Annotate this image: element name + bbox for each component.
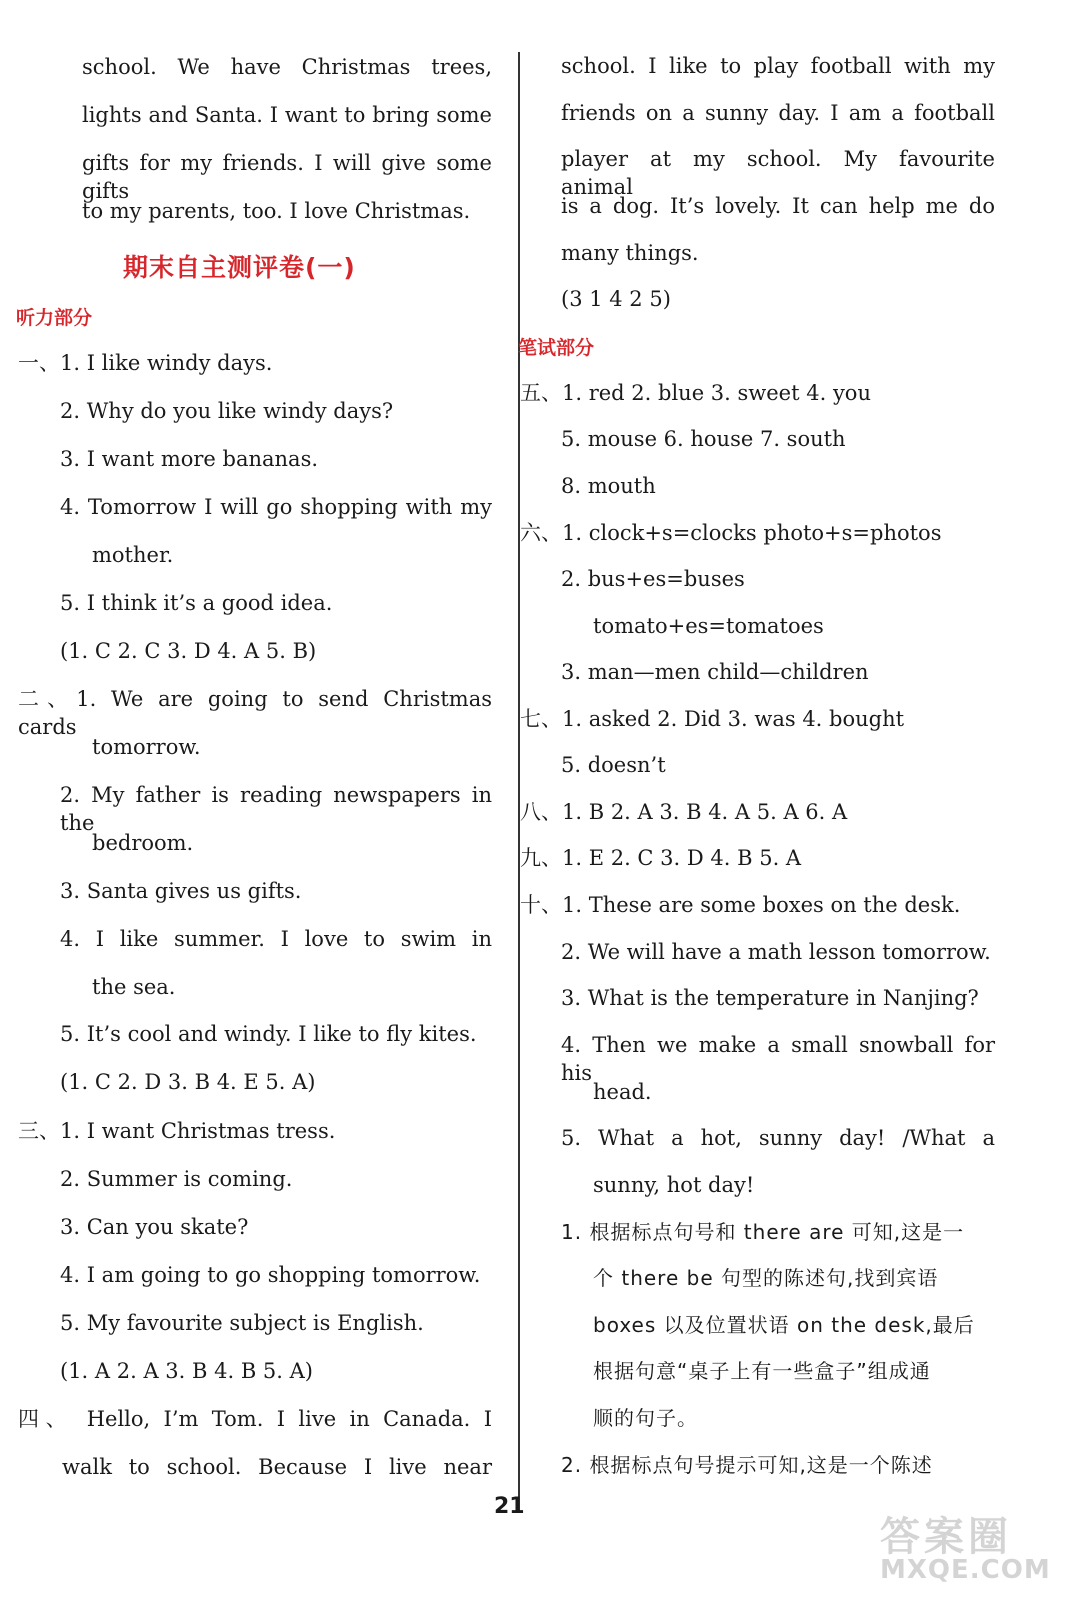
writing-section-header: 笔试部分 <box>518 337 595 359</box>
answer-line: 5. My favourite subject is English. <box>60 1311 424 1335</box>
answer-key: (3 1 4 2 5) <box>561 287 671 311</box>
answer-line: school. I like to play football with my <box>561 54 995 78</box>
answer-key: (1. C 2. D 3. B 4. E 5. A) <box>60 1070 316 1094</box>
answer-line: 5. doesn’t <box>561 753 666 777</box>
answer-line: tomorrow. <box>92 735 201 759</box>
listening-section-header: 听力部分 <box>16 307 93 329</box>
answer-line: 4. I like summer. I love to swim in <box>60 927 492 951</box>
watermark-url: MXQE.COM <box>880 1555 1051 1585</box>
answer-line: 八、1. B 2. A 3. B 4. A 5. A 6. A <box>520 800 848 824</box>
column-divider <box>518 52 520 1512</box>
explanation-line: 根据句意“桌子上有一些盒子”组成通 <box>593 1359 931 1383</box>
answer-line: 2. We will have a math lesson tomorrow. <box>561 940 991 964</box>
answer-line: 十、1. These are some boxes on the desk. <box>520 893 961 917</box>
intro-line-3: gifts for my friends. I will give some gifts <box>82 151 492 203</box>
answer-line: 四、 Hello, I’m Tom. I live in Canada. I <box>18 1407 492 1431</box>
explanation-line: 2. 根据标点句号提示可知,这是一个陈述 <box>561 1453 933 1477</box>
answer-line: 2. Why do you like windy days? <box>60 399 394 423</box>
answer-line: 3. Can you skate? <box>60 1215 249 1239</box>
explanation-line: 1. 根据标点句号和 there are 可知,这是一 <box>561 1220 965 1244</box>
answer-line: bedroom. <box>92 831 194 855</box>
answer-line: mother. <box>92 543 174 567</box>
answer-line: 5. It’s cool and windy. I like to fly kites. <box>60 1022 477 1046</box>
watermark-text: 答案圈 <box>880 1514 1012 1560</box>
answer-line: many things. <box>561 241 699 265</box>
intro-line-2: lights and Santa. I want to bring some <box>82 103 492 127</box>
answer-line: 5. mouse 6. house 7. south <box>561 427 846 451</box>
answer-key: (1. A 2. A 3. B 4. B 5. A) <box>60 1359 314 1383</box>
explanation-line: 个 there be 句型的陈述句,找到宾语 <box>593 1266 939 1290</box>
answer-line: 3. man—men child—children <box>561 660 869 684</box>
answer-line: 3. What is the temperature in Nanjing? <box>561 986 979 1010</box>
answer-line: 4. Then we make a small snowball for his <box>561 1033 995 1085</box>
answer-line: 三、1. I want Christmas tress. <box>18 1119 336 1143</box>
answer-line: tomato+es=tomatoes <box>593 614 824 638</box>
watermark-logo <box>880 1505 1070 1595</box>
answer-line: friends on a sunny day. I am a football <box>561 101 995 125</box>
answer-line: the sea. <box>92 975 176 999</box>
explanation-line: boxes 以及位置状语 on the desk,最后 <box>593 1313 975 1337</box>
answer-line: 五、1. red 2. blue 3. sweet 4. you <box>520 381 871 405</box>
answer-line: 5. What a hot, sunny day! /What a <box>561 1126 995 1150</box>
answer-line: 4. I am going to go shopping tomorrow. <box>60 1263 481 1287</box>
page-number: 21 <box>494 1494 525 1519</box>
answer-line: 九、1. E 2. C 3. D 4. B 5. A <box>520 846 802 870</box>
answer-line: head. <box>593 1080 652 1104</box>
explanation-line: 顺的句子。 <box>593 1406 698 1430</box>
answer-key: (1. C 2. C 3. D 4. A 5. B) <box>60 639 317 663</box>
answer-line: 2. bus+es=buses <box>561 567 745 591</box>
intro-line-4: to my parents, too. I love Christmas. <box>82 199 471 223</box>
answer-line: 3. Santa gives us gifts. <box>60 879 302 903</box>
answer-line: 六、1. clock+s=clocks photo+s=photos <box>520 521 942 545</box>
answer-line: 8. mouth <box>561 474 656 498</box>
intro-line-1: school. We have Christmas trees, <box>82 55 492 79</box>
answer-line: 3. I want more bananas. <box>60 447 319 471</box>
answer-line: 2. My father is reading newspapers in the <box>60 783 492 835</box>
answer-line: 七、1. asked 2. Did 3. was 4. bought <box>520 707 905 731</box>
answer-line: 5. I think it’s a good idea. <box>60 591 333 615</box>
answer-line: 二、1. We are going to send Christmas cards <box>18 687 492 739</box>
exam-title: 期末自主测评卷(一) <box>123 253 356 282</box>
answer-line: walk to school. Because I live near <box>62 1455 492 1479</box>
answer-line: 2. Summer is coming. <box>60 1167 293 1191</box>
answer-line: 一、1. I like windy days. <box>18 351 273 375</box>
answer-line: 4. Tomorrow I will go shopping with my <box>60 495 492 519</box>
answer-line: sunny, hot day! <box>593 1173 755 1197</box>
answer-line: player at my school. My favourite animal <box>561 147 995 199</box>
answer-line: is a dog. It’s lovely. It can help me do <box>561 194 995 218</box>
